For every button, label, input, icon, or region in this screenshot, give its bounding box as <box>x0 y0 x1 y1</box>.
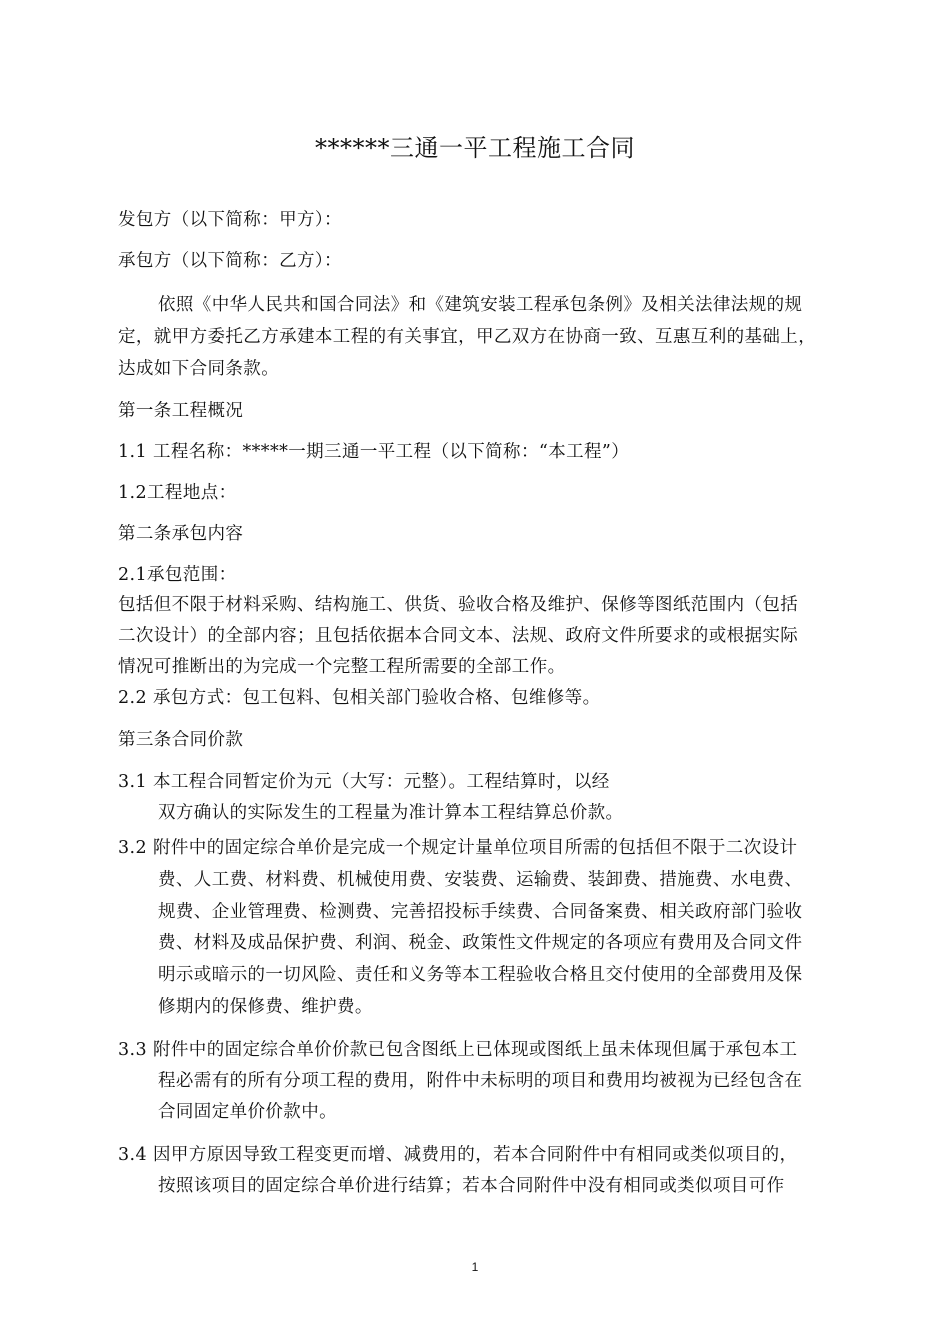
clause-3-2: 3.2 附件中的固定综合单价是完成一个规定计量单位项目所需的包括但不限于二次设计 <box>118 838 798 858</box>
clause-3-4-continuation: 按照该项目的固定综合单价进行结算；若本合同附件中没有相同或类似项目可作 <box>158 1176 785 1196</box>
clause-3-3-continuation: 程必需有的所有分项工程的费用，附件中未标明的项目和费用均被视为已经包含在 <box>158 1071 803 1091</box>
party-a-line: 发包方（以下简称：甲方）： <box>118 210 342 230</box>
clause-3-2-continuation: 修期内的保修费、维护费。 <box>158 997 373 1017</box>
preamble-line: 依照《中华人民共和国合同法》和《建筑安装工程承包条例》及相关法律法规的规 <box>158 295 803 315</box>
scope-line: 情况可推断出的为完成一个完整工程所需要的全部工作。 <box>118 657 566 677</box>
clause-2-1: 2.1承包范围： <box>118 565 237 585</box>
scope-line: 包括但不限于材料采购、结构施工、供货、验收合格及维护、保修等图纸范围内（包括 <box>118 595 799 615</box>
clause-3-1: 3.1 本工程合同暂定价为元（大写：元整）。工程结算时，以经 <box>118 772 610 792</box>
clause-3-2-continuation: 费、人工费、材料费、机械使用费、安装费、运输费、装卸费、措施费、水电费、 <box>158 870 803 890</box>
clause-3-2-continuation: 规费、企业管理费、检测费、完善招投标手续费、合同备案费、相关政府部门验收 <box>158 902 803 922</box>
article-1-heading: 第一条工程概况 <box>118 401 244 421</box>
scope-line: 二次设计）的全部内容；且包括依据本合同文本、法规、政府文件所要求的或根据实际 <box>118 626 799 646</box>
clause-3-3: 3.3 附件中的固定综合单价价款已包含图纸上已体现或图纸上虽未体现但属于承包本工 <box>118 1040 798 1060</box>
clause-3-4: 3.4 因甲方原因导致工程变更而增、减费用的，若本合同附件中有相同或类似项目的， <box>118 1145 798 1165</box>
clause-3-3-continuation: 合同固定单价价款中。 <box>158 1102 337 1122</box>
clause-1-2: 1.2工程地点： <box>118 483 237 503</box>
clause-1-1: 1.1 工程名称：*****一期三通一平工程（以下简称：“本工程”） <box>118 442 630 462</box>
article-2-heading: 第二条承包内容 <box>118 524 244 544</box>
page-number: 1 <box>471 1260 479 1274</box>
clause-3-2-continuation: 明示或暗示的一切风险、责任和义务等本工程验收合格且交付使用的全部费用及保 <box>158 965 803 985</box>
article-3-heading: 第三条合同价款 <box>118 730 244 750</box>
clause-2-2: 2.2 承包方式：包工包料、包相关部门验收合格、包维修等。 <box>118 688 601 708</box>
party-b-line: 承包方（以下简称：乙方）： <box>118 251 342 271</box>
preamble-line: 定，就甲方委托乙方承建本工程的有关事宜，甲乙双方在协商一致、互惠互利的基础上， <box>118 327 817 347</box>
preamble-line: 达成如下合同条款。 <box>118 359 280 379</box>
document-title: ******三通一平工程施工合同 <box>315 134 635 162</box>
clause-3-2-continuation: 费、材料及成品保护费、利润、税金、政策性文件规定的各项应有费用及合同文件 <box>158 933 803 953</box>
clause-3-1-continuation: 双方确认的实际发生的工程量为准计算本工程结算总价款。 <box>158 803 624 823</box>
